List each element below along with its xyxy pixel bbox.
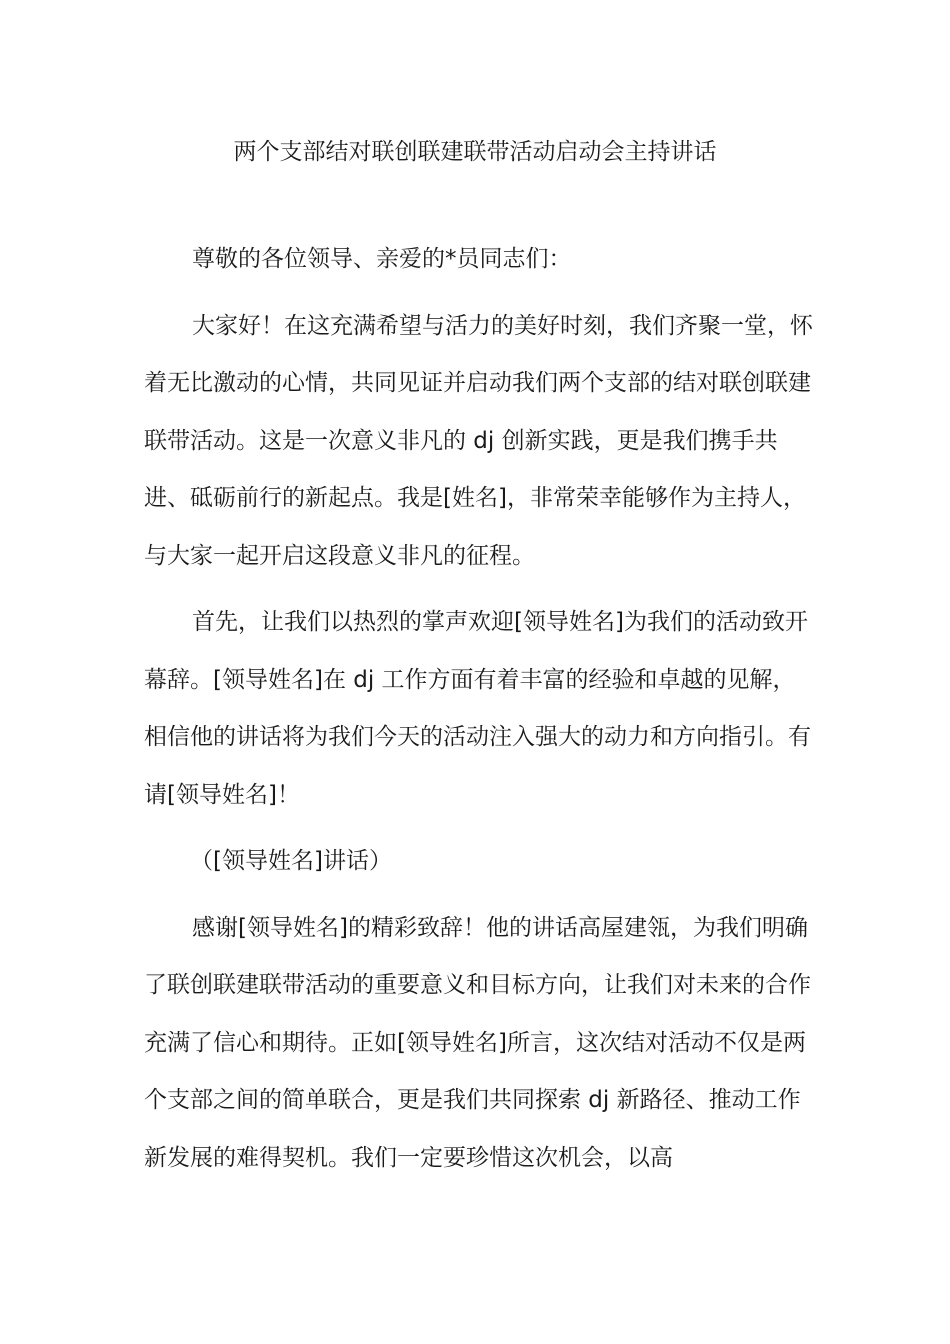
paragraph-opening: 大家好！在这充满希望与活力的美好时刻，我们齐聚一堂，怀着无比激动的心情，共同见证并启动我们两个支部的结对联创联建联带活动。这是一次意义非凡的 dj 创新实践，更是我们携手共进、砥砺前行的新起点。我是[姓名]，非常荣幸能够作为主持人，与大家一起开启这段意义非凡的征程。 [144, 312, 813, 569]
stage-note: （[领导姓名]讲话） [190, 848, 392, 874]
salutation: 尊敬的各位领导、亲爱的*员同志们： [192, 246, 572, 272]
document-title: 两个支部结对联创联建联带活动启动会主持讲话 [233, 139, 717, 165]
paragraph-welcome-leader: 首先，让我们以热烈的掌声欢迎[领导姓名]为我们的活动致开幕辞。[领导姓名]在 dj 工作方面有着丰富的经验和卓越的见解，相信他的讲话将为我们今天的活动注入强大的动力和方向指引。有请[领导姓名]！ [144, 609, 811, 808]
paragraph-thanks: 感谢[领导姓名]的精彩致辞！他的讲话高屋建瓴，为我们明确了联创联建联带活动的重要意义和目标方向，让我们对未来的合作充满了信心和期待。正如[领导姓名]所言，这次结对活动不仅是两个支部之间的简单联合，更是我们共同探索 dj 新路径、推动工作新发展的难得契机。我们一定要珍惜这次机会，以高 [144, 914, 811, 1171]
document-body [144, 231, 814, 1187]
